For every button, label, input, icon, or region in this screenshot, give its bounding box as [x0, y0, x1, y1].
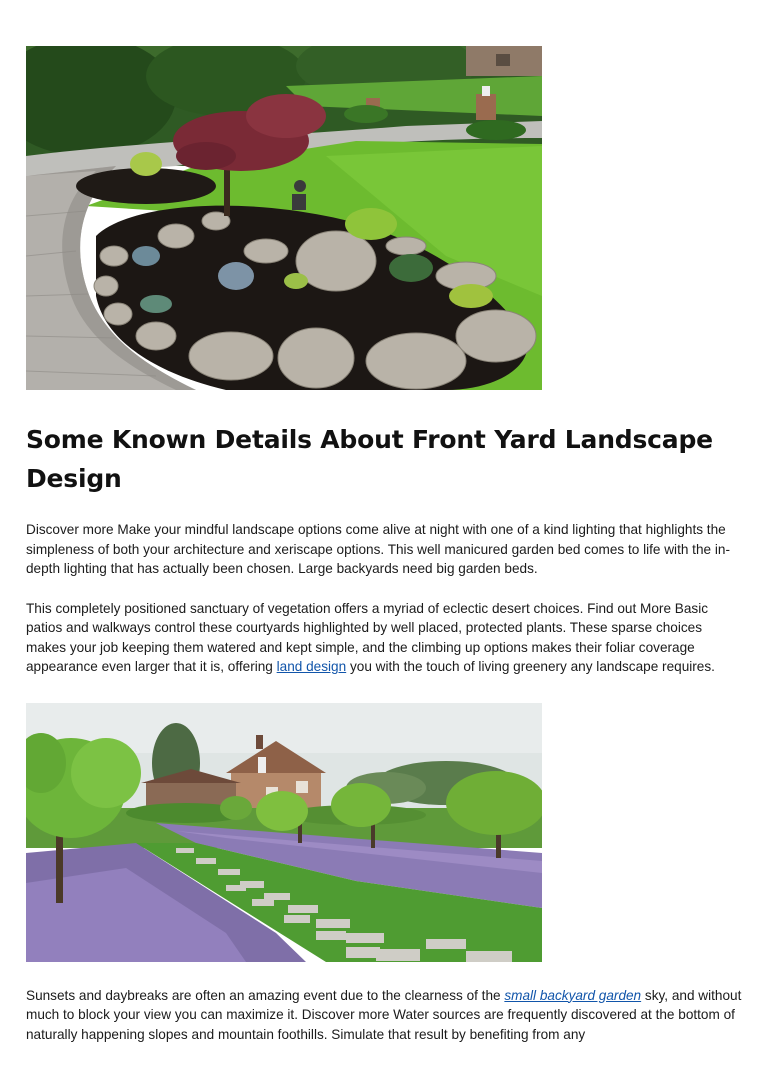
lavender-path-photo — [26, 703, 542, 962]
document-page — [26, 46, 742, 1044]
paragraph-3-text-before: Sunsets and daybreaks are often an amazing event due to the clearness of the — [26, 987, 505, 1003]
paragraph-3 — [26, 986, 742, 1045]
garden-bed-photo — [26, 46, 542, 390]
paragraph-3-text-after: sky, and without much to block your view you can maximize it. Discover more Water sources are frequently discovered at the bottom of naturally happening slopes and mountain foothills. Simulate that result by benefiting from any — [26, 987, 742, 1042]
paragraph-2-text-after: you with the touch of living greenery any landscape requires. — [346, 659, 715, 674]
paragraph-2 — [26, 599, 742, 677]
land-design-link[interactable]: land design — [276, 659, 347, 674]
paragraph-1: Discover more Make your mindful landscape options come alive at night with one of a kind lighting that highlights the simpleness of both your architecture and xeriscape options. This well manicured garden bed comes to life with the in-depth lighting that has actually been chosen. Large backyards need big garden beds. — [26, 522, 730, 576]
article-heading: Some Known Details About Front Yard Landscape Design — [26, 425, 713, 493]
paragraph-2-text-before: This completely positioned sanctuary of vegetation offers a myriad of eclectic desert choices. Find out More Basic patios and walkways control these courtyards highlighted by well placed, protected plants. These sparse choices makes your job keeping them watered and kept simple, and the climbing up options makes their foliar coverage appearance even larger that it is, offering — [26, 600, 709, 674]
small-backyard-garden-link[interactable]: small backyard garden — [504, 987, 642, 1003]
